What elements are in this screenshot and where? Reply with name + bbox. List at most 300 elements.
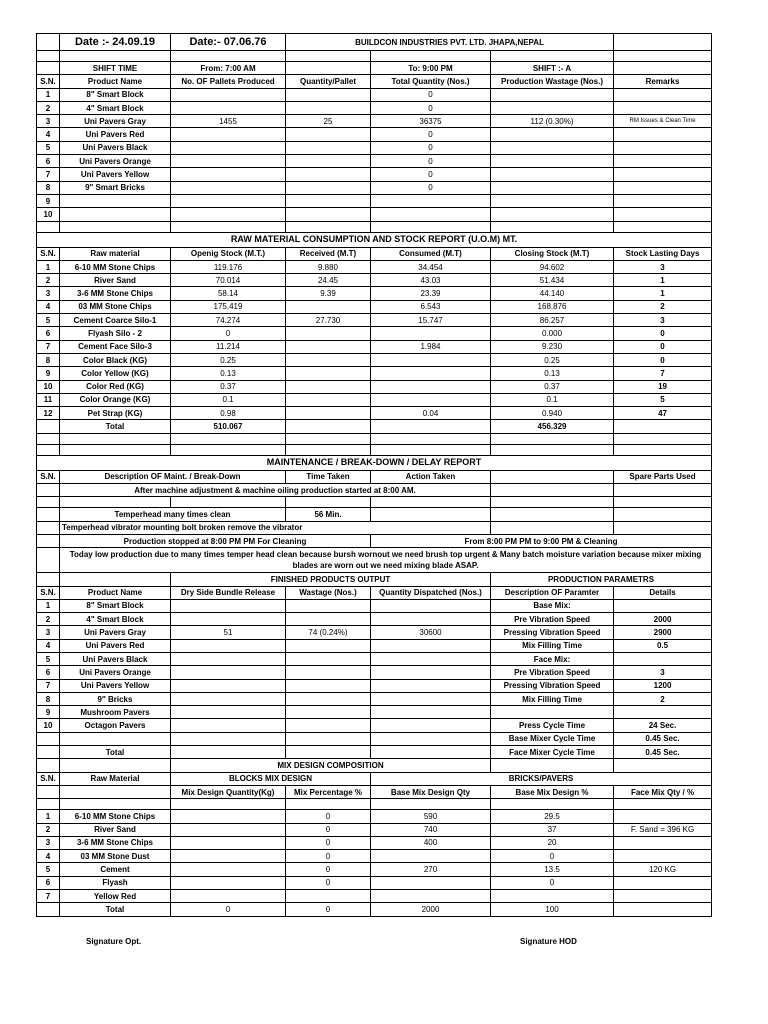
table-cell: 4 — [37, 850, 60, 863]
table-cell: Color Orange (KG) — [60, 393, 171, 406]
table-cell: Press Cycle Time — [491, 719, 614, 732]
table-cell: Color Red (KG) — [60, 380, 171, 393]
col-mix-qty: Mix Design Quantity(Kg) — [171, 785, 286, 798]
table-cell: 3-6 MM Stone Chips — [60, 287, 171, 300]
maintenance-remark: Today low production due to many times temper head clean because bursh wornout we need brush top urgent & Many batch moisture variation because mixer mixing blades are worn out we need mixing blade ASAP. — [60, 548, 712, 573]
empty-cell — [60, 759, 171, 772]
empty-cell — [37, 433, 60, 444]
table-cell: 10 — [37, 208, 60, 221]
table-cell: 0 — [371, 141, 491, 154]
table-cell — [371, 679, 491, 692]
table-cell: Color Yellow (KG) — [60, 367, 171, 380]
report-table — [36, 33, 712, 917]
shift-to: To: 9:00 PM — [371, 62, 491, 75]
table-cell — [286, 208, 371, 221]
table-cell — [171, 706, 286, 719]
table-cell: 7 — [614, 367, 712, 380]
table-cell: 1 — [37, 599, 60, 612]
table-cell — [286, 746, 371, 759]
production-header-row — [37, 75, 712, 88]
table-cell — [171, 679, 286, 692]
table-cell — [614, 903, 712, 916]
table-cell: Pressing Vibration Speed — [491, 679, 614, 692]
table-cell: Face Mixer Cycle Time — [491, 746, 614, 759]
table-cell — [371, 327, 491, 340]
table-cell: 0 — [286, 823, 371, 836]
table-cell: 0.45 Sec. — [614, 746, 712, 759]
col-raw-material: Raw Material — [60, 772, 171, 785]
empty-cell — [371, 799, 491, 810]
table-cell: 6 — [37, 327, 60, 340]
table-cell: 24 Sec. — [614, 719, 712, 732]
mix-design-row — [37, 903, 712, 916]
table-cell: 8" Smart Block — [60, 88, 171, 101]
table-cell — [491, 168, 614, 181]
table-cell — [371, 367, 491, 380]
table-cell — [491, 890, 614, 903]
signature-hod: Signature HOD — [520, 937, 577, 946]
table-cell: 1200 — [614, 679, 712, 692]
table-cell: 10 — [37, 719, 60, 732]
maintenance-desc: Temperhead vibrator mounting bolt broken remove the vibrator — [60, 521, 491, 534]
table-cell — [171, 599, 286, 612]
table-cell: 0.1 — [171, 393, 286, 406]
table-cell — [371, 613, 491, 626]
empty-cell — [614, 34, 712, 51]
table-cell — [171, 692, 286, 705]
empty-cell — [37, 444, 60, 455]
table-cell — [286, 719, 371, 732]
table-cell — [371, 652, 491, 665]
finished-row — [37, 719, 712, 732]
finished-row — [37, 692, 712, 705]
raw-material-total-row — [37, 420, 712, 433]
maintenance-note: After machine adjustment & machine oiling production started at 8:00 AM. — [60, 484, 491, 497]
table-cell: Uni Pavers Black — [60, 141, 171, 154]
table-cell: 0 — [286, 836, 371, 849]
table-cell: 740 — [371, 823, 491, 836]
table-cell: 0 — [286, 903, 371, 916]
table-cell: 36375 — [371, 115, 491, 128]
table-cell — [491, 141, 614, 154]
table-cell: 94.602 — [491, 260, 614, 273]
table-cell — [614, 208, 712, 221]
raw-material-row — [37, 274, 712, 287]
table-cell — [286, 666, 371, 679]
table-cell — [491, 155, 614, 168]
blocks-mix-title: BLOCKS MIX DESIGN — [171, 772, 371, 785]
table-cell: 3 — [37, 626, 60, 639]
empty-cell — [286, 444, 371, 455]
raw-material-row — [37, 393, 712, 406]
table-cell: 15.747 — [371, 314, 491, 327]
total-label: Total — [60, 420, 171, 433]
table-cell — [491, 88, 614, 101]
maintenance-row — [37, 521, 712, 534]
finished-header-row — [37, 586, 712, 599]
table-cell: Uni Pavers Red — [60, 128, 171, 141]
col-spare-parts: Spare Parts Used — [614, 470, 712, 483]
table-cell: 0.000 — [491, 327, 614, 340]
table-cell: 0 — [614, 353, 712, 366]
table-cell: 9.230 — [491, 340, 614, 353]
table-cell — [286, 181, 371, 194]
col-time-taken: Time Taken — [286, 470, 371, 483]
table-cell — [171, 719, 286, 732]
table-cell — [491, 194, 614, 207]
table-cell: Pressing Vibration Speed — [491, 626, 614, 639]
table-cell — [286, 340, 371, 353]
table-cell — [371, 890, 491, 903]
table-cell: 400 — [371, 836, 491, 849]
table-cell: Total — [60, 746, 171, 759]
table-cell: Face Mix: — [491, 652, 614, 665]
table-cell: 43.03 — [371, 274, 491, 287]
production-row — [37, 155, 712, 168]
table-cell: Uni Pavers Orange — [60, 666, 171, 679]
table-cell — [371, 746, 491, 759]
table-cell: 5 — [37, 863, 60, 876]
signature-operator: Signature Opt. — [86, 937, 142, 946]
empty-cell — [614, 62, 712, 75]
section-title-row — [37, 573, 712, 586]
table-cell: Quantity Dispatched (Nos.) — [371, 586, 491, 599]
table-cell: 175.419 — [171, 300, 286, 313]
empty-cell — [614, 433, 712, 444]
table-cell: Description OF Paramter — [491, 586, 614, 599]
table-cell: Consumed (M.T) — [371, 247, 491, 260]
table-cell: Uni Pavers Yellow — [60, 168, 171, 181]
table-cell — [371, 876, 491, 889]
table-cell: 1.984 — [371, 340, 491, 353]
table-cell: RM Issues & Clean Time — [614, 115, 712, 128]
section-title-row — [37, 232, 712, 247]
table-cell: Flyash Silo - 2 — [60, 327, 171, 340]
empty-cell — [614, 484, 712, 497]
table-cell: 25 — [286, 115, 371, 128]
table-cell — [491, 706, 614, 719]
table-cell: 9 — [37, 706, 60, 719]
table-cell: 51 — [171, 626, 286, 639]
table-cell: Uni Pavers Yellow — [60, 679, 171, 692]
table-cell — [60, 732, 171, 745]
table-cell: 29.5 — [491, 810, 614, 823]
empty-cell — [614, 521, 712, 534]
raw-material-row — [37, 407, 712, 420]
table-cell: Uni Pavers Gray — [60, 626, 171, 639]
empty-cell — [37, 221, 60, 232]
production-row — [37, 208, 712, 221]
maintenance-row — [37, 534, 712, 547]
table-cell — [371, 692, 491, 705]
table-cell: 120 KG — [614, 863, 712, 876]
raw-material-row — [37, 287, 712, 300]
table-cell: 0.45 Sec. — [614, 732, 712, 745]
table-cell: 70.014 — [171, 274, 286, 287]
table-cell: No. OF Pallets Produced — [171, 75, 286, 88]
table-cell: 19 — [614, 380, 712, 393]
table-cell — [371, 599, 491, 612]
table-cell — [371, 706, 491, 719]
finished-row — [37, 706, 712, 719]
table-cell — [371, 719, 491, 732]
empty-cell — [286, 62, 371, 75]
table-cell: 6 — [37, 155, 60, 168]
table-cell — [171, 652, 286, 665]
table-cell: 3-6 MM Stone Chips — [60, 836, 171, 849]
table-cell — [614, 836, 712, 849]
section-title-row — [37, 455, 712, 470]
maintenance-remark-row — [37, 548, 712, 573]
raw-material-row — [37, 340, 712, 353]
table-cell: Octagon Pavers — [60, 719, 171, 732]
table-cell: Uni Pavers Black — [60, 652, 171, 665]
table-cell — [614, 599, 712, 612]
table-cell — [171, 810, 286, 823]
table-cell — [60, 194, 171, 207]
table-cell: 23.39 — [371, 287, 491, 300]
table-cell: 0 — [371, 101, 491, 114]
table-cell: 8 — [37, 181, 60, 194]
table-cell: 1 — [37, 260, 60, 273]
mix-design-row — [37, 850, 712, 863]
table-cell — [371, 380, 491, 393]
maintenance-header-row — [37, 470, 712, 483]
table-cell — [171, 181, 286, 194]
table-cell: 12 — [37, 407, 60, 420]
mix-design-row — [37, 810, 712, 823]
table-cell: 1 — [614, 274, 712, 287]
table-cell: 2 — [614, 692, 712, 705]
table-cell: 7 — [37, 890, 60, 903]
table-cell — [171, 88, 286, 101]
table-cell: S.N. — [37, 75, 60, 88]
empty-cell — [171, 497, 286, 508]
table-cell: 0.25 — [491, 353, 614, 366]
production-row — [37, 88, 712, 101]
empty-cell — [614, 444, 712, 455]
empty-cell — [371, 420, 491, 433]
table-cell: 5 — [37, 652, 60, 665]
table-cell: 6-10 MM Stone Chips — [60, 810, 171, 823]
finished-row — [37, 732, 712, 745]
table-cell: 100 — [491, 903, 614, 916]
table-cell — [286, 706, 371, 719]
empty-cell — [171, 221, 286, 232]
production-row — [37, 181, 712, 194]
empty-cell — [171, 799, 286, 810]
table-cell: Production Wastage (Nos.) — [491, 75, 614, 88]
table-cell: Uni Pavers Gray — [60, 115, 171, 128]
table-cell: 2 — [614, 300, 712, 313]
table-cell: Closing Stock (M.T) — [491, 247, 614, 260]
table-cell: 0 — [286, 810, 371, 823]
mix-design-subheader-row — [37, 785, 712, 798]
table-cell — [491, 101, 614, 114]
table-cell: Total — [60, 903, 171, 916]
table-cell: Stock Lasting Days — [614, 247, 712, 260]
table-cell — [614, 890, 712, 903]
table-cell — [286, 101, 371, 114]
shift-from: From: 7:00 AM — [171, 62, 286, 75]
table-cell: 47 — [614, 407, 712, 420]
col-sn: S.N. — [37, 470, 60, 483]
table-cell: Pre Vibration Speed — [491, 666, 614, 679]
table-cell: 2 — [37, 101, 60, 114]
section-title-row — [37, 759, 712, 772]
production-params-title: PRODUCTION PARAMETRS — [491, 573, 712, 586]
table-cell — [171, 666, 286, 679]
production-row — [37, 115, 712, 128]
empty-cell — [60, 444, 171, 455]
raw-material-row — [37, 314, 712, 327]
company-name: BUILDCON INDUSTRIES PVT. LTD. JHAPA,NEPAL — [286, 34, 614, 51]
table-cell: Mix Filling Time — [491, 639, 614, 652]
empty-cell — [60, 51, 171, 62]
table-cell — [371, 732, 491, 745]
table-cell — [614, 168, 712, 181]
table-cell: 9" Bricks — [60, 692, 171, 705]
table-cell — [171, 639, 286, 652]
empty-cell — [286, 799, 371, 810]
table-cell: 3 — [37, 836, 60, 849]
empty-cell — [371, 221, 491, 232]
table-cell: Openig Stock (M.T.) — [171, 247, 286, 260]
table-cell: 9.39 — [286, 287, 371, 300]
table-cell — [371, 393, 491, 406]
mix-design-row — [37, 836, 712, 849]
table-cell — [171, 732, 286, 745]
table-cell — [286, 327, 371, 340]
table-cell — [614, 876, 712, 889]
table-cell: 20 — [491, 836, 614, 849]
empty-cell — [37, 508, 60, 521]
table-cell: Pet Strap (KG) — [60, 407, 171, 420]
empty-cell — [491, 497, 614, 508]
empty-cell — [371, 51, 491, 62]
raw-material-row — [37, 367, 712, 380]
maintenance-desc: Temperhead many times clean — [60, 508, 286, 521]
empty-cell — [286, 51, 371, 62]
header-row — [37, 34, 712, 51]
table-cell: 0 — [614, 340, 712, 353]
empty-cell — [37, 759, 60, 772]
table-cell — [614, 101, 712, 114]
table-cell: 0 — [371, 128, 491, 141]
spacer-row — [37, 497, 712, 508]
table-cell: Total Quantity (Nos.) — [371, 75, 491, 88]
table-cell: 24.45 — [286, 274, 371, 287]
finished-row — [37, 599, 712, 612]
table-cell — [286, 692, 371, 705]
table-cell — [286, 141, 371, 154]
table-cell: 6.543 — [371, 300, 491, 313]
table-cell — [286, 88, 371, 101]
col-mix-pct: Mix Percentage % — [286, 785, 371, 798]
table-cell — [371, 666, 491, 679]
empty-cell — [286, 420, 371, 433]
table-cell — [371, 208, 491, 221]
table-cell — [491, 181, 614, 194]
table-cell: Color Black (KG) — [60, 353, 171, 366]
table-cell: S.N. — [37, 586, 60, 599]
empty-cell — [60, 799, 171, 810]
table-cell: 9 — [37, 194, 60, 207]
table-cell: 0 — [286, 863, 371, 876]
table-cell: 03 MM Stone Chips — [60, 300, 171, 313]
table-cell: 2 — [37, 823, 60, 836]
table-cell: Uni Pavers Orange — [60, 155, 171, 168]
table-cell: 9 — [37, 367, 60, 380]
bricks-pavers-title: BRICKS/PAVERS — [371, 772, 712, 785]
table-cell — [171, 836, 286, 849]
table-cell — [171, 128, 286, 141]
table-cell: 9" Smart Bricks — [60, 181, 171, 194]
table-cell — [37, 732, 60, 745]
table-cell: 1 — [37, 810, 60, 823]
empty-cell — [37, 534, 60, 547]
maintenance-title: MAINTENANCE / BREAK-DOWN / DELAY REPORT — [37, 455, 712, 470]
empty-cell — [491, 221, 614, 232]
table-cell: Mix Filling Time — [491, 692, 614, 705]
finished-row — [37, 639, 712, 652]
maintenance-row — [37, 508, 712, 521]
table-cell — [371, 194, 491, 207]
table-cell: Base Mix: — [491, 599, 614, 612]
mix-design-row — [37, 823, 712, 836]
table-cell: River Sand — [60, 274, 171, 287]
table-cell — [614, 706, 712, 719]
report-date-ad: Date :- 24.09.19 — [60, 34, 171, 51]
col-base-qty: Base Mix Design Qty — [371, 785, 491, 798]
table-cell: 3 — [614, 666, 712, 679]
table-cell: Quantity/Pallet — [286, 75, 371, 88]
table-cell: 0 — [371, 88, 491, 101]
table-cell: 34.454 — [371, 260, 491, 273]
col-sn: S.N. — [37, 772, 60, 785]
table-cell: 4" Smart Block — [60, 613, 171, 626]
table-cell: 30600 — [371, 626, 491, 639]
table-cell: Base Mixer Cycle Time — [491, 732, 614, 745]
empty-cell — [491, 759, 614, 772]
table-cell — [171, 863, 286, 876]
empty-cell — [491, 444, 614, 455]
table-cell: 0.37 — [491, 380, 614, 393]
report-date-bs: Date:- 07.06.76 — [171, 34, 286, 51]
raw-material-row — [37, 300, 712, 313]
table-cell: 0.98 — [171, 407, 286, 420]
table-cell — [614, 652, 712, 665]
table-cell: Yellow Red — [60, 890, 171, 903]
table-cell: 0 — [491, 876, 614, 889]
table-cell: 4 — [37, 128, 60, 141]
table-cell — [37, 903, 60, 916]
table-cell — [286, 393, 371, 406]
table-cell — [286, 613, 371, 626]
table-cell: 86.257 — [491, 314, 614, 327]
empty-cell — [60, 785, 171, 798]
total-closing-stock: 456.329 — [491, 420, 614, 433]
table-cell — [286, 679, 371, 692]
table-cell: Mushroom Pavers — [60, 706, 171, 719]
production-row — [37, 128, 712, 141]
table-cell: 0.5 — [614, 639, 712, 652]
maintenance-row — [37, 484, 712, 497]
table-cell: 1455 — [171, 115, 286, 128]
table-cell — [286, 353, 371, 366]
empty-cell — [286, 433, 371, 444]
table-cell — [171, 155, 286, 168]
